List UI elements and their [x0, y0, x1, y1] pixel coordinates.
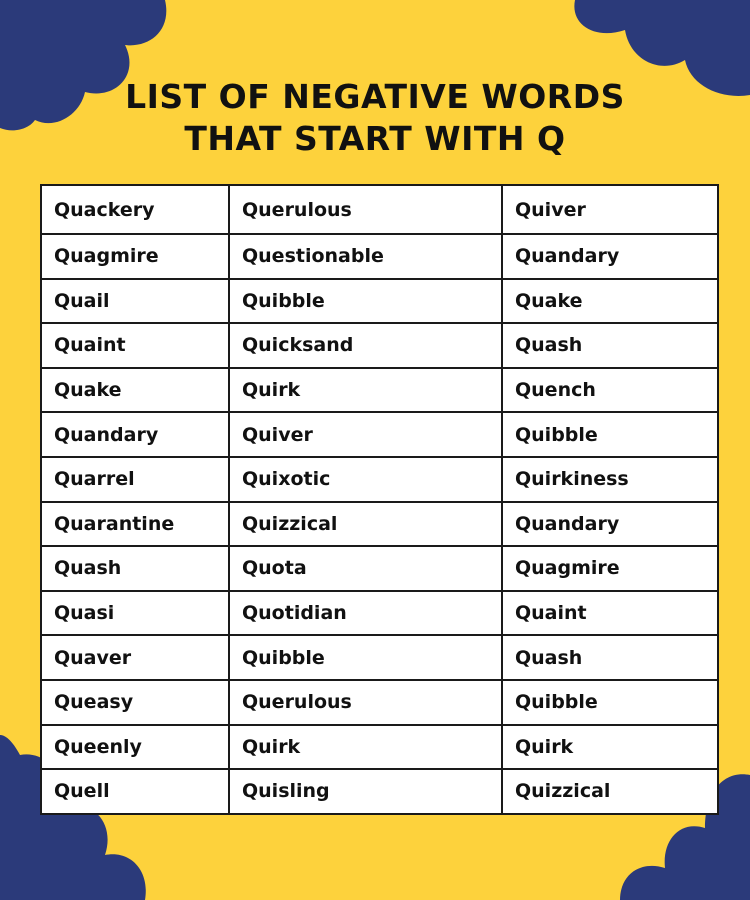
table-cell: Quizzical: [502, 769, 718, 814]
table-cell: Quell: [41, 769, 229, 814]
table-cell: Quench: [502, 368, 718, 413]
title-line-1: LIST OF NEGATIVE WORDS: [125, 77, 625, 116]
table-cell: Quota: [229, 546, 502, 591]
table-cell: Quake: [41, 368, 229, 413]
table-cell: Quixotic: [229, 457, 502, 502]
table-cell: Quash: [41, 546, 229, 591]
words-table: [40, 184, 719, 815]
table-cell: Quiver: [502, 185, 718, 234]
page-title: [0, 76, 750, 160]
table-row: [41, 769, 718, 814]
words-table-body: [41, 185, 718, 814]
table-row: [41, 323, 718, 368]
table-row: [41, 457, 718, 502]
table-cell: Quandary: [502, 502, 718, 547]
table-cell: Quibble: [502, 680, 718, 725]
table-cell: Questionable: [229, 234, 502, 279]
table-cell: Quarantine: [41, 502, 229, 547]
table-row: [41, 635, 718, 680]
table-row: [41, 546, 718, 591]
table-cell: Quagmire: [502, 546, 718, 591]
table-cell: Quirk: [502, 725, 718, 770]
table-cell: Quail: [41, 279, 229, 324]
table-cell: Querulous: [229, 680, 502, 725]
table-cell: Quibble: [502, 412, 718, 457]
table-row: [41, 234, 718, 279]
table-cell: Quirk: [229, 725, 502, 770]
table-row: [41, 725, 718, 770]
table-cell: Quash: [502, 323, 718, 368]
table-row: [41, 185, 718, 234]
table-cell: Quarrel: [41, 457, 229, 502]
table-cell: Quiver: [229, 412, 502, 457]
table-cell: Quaint: [502, 591, 718, 636]
table-cell: Quandary: [502, 234, 718, 279]
table-cell: Quandary: [41, 412, 229, 457]
table-row: [41, 502, 718, 547]
table-cell: Quaver: [41, 635, 229, 680]
table-cell: Quaint: [41, 323, 229, 368]
table-cell: Quotidian: [229, 591, 502, 636]
table-cell: Quackery: [41, 185, 229, 234]
table-cell: Quasi: [41, 591, 229, 636]
table-cell: Quagmire: [41, 234, 229, 279]
table-cell: Quash: [502, 635, 718, 680]
table-cell: Quizzical: [229, 502, 502, 547]
table-cell: Quirkiness: [502, 457, 718, 502]
table-cell: Quirk: [229, 368, 502, 413]
table-cell: Quisling: [229, 769, 502, 814]
table-row: [41, 680, 718, 725]
table-row: [41, 279, 718, 324]
table-cell: Quake: [502, 279, 718, 324]
table-cell: Quicksand: [229, 323, 502, 368]
table-cell: Quibble: [229, 635, 502, 680]
table-row: [41, 591, 718, 636]
table-cell: Queasy: [41, 680, 229, 725]
table-row: [41, 412, 718, 457]
title-line-2: THAT START WITH Q: [184, 119, 566, 158]
table-cell: Queenly: [41, 725, 229, 770]
table-row: [41, 368, 718, 413]
table-cell: Querulous: [229, 185, 502, 234]
table-cell: Quibble: [229, 279, 502, 324]
